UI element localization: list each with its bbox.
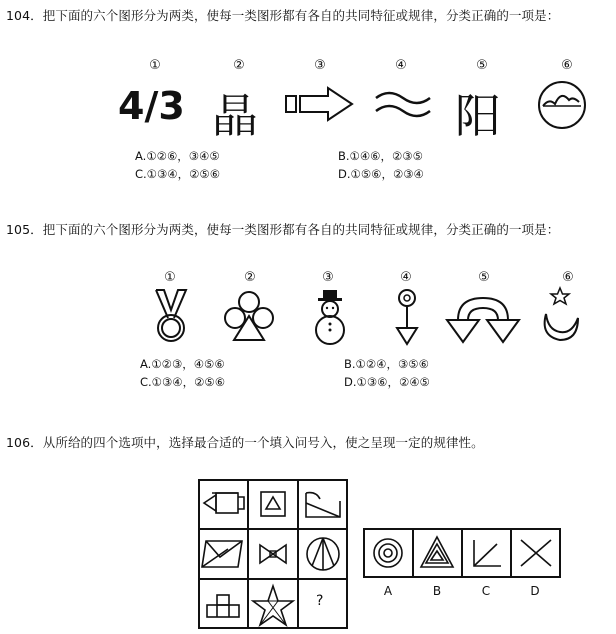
q106-choices-strip [363,528,561,578]
q105-number-6: ⑥ [562,270,574,285]
q105-option-b: B.①②④，③⑤⑥ [344,357,429,371]
q105-figure-medal [146,288,192,344]
q106-cell-8-shape [253,586,293,625]
q106-cell-7-shape [207,595,239,617]
q106-choice-b-shape [421,537,453,567]
q104-option-c: C.①③④，②⑤⑥ [135,167,221,181]
q106-cell-4-shape [202,541,242,567]
q105-number-4: ④ [400,270,412,285]
q104-figure-mountain-circle [537,80,587,130]
q104-figure-fraction: 4/3 [118,84,185,128]
q104-option-d: D.①⑤⑥，②③④ [338,167,424,181]
q105-option-d: D.①③⑥，②④⑤ [344,375,430,389]
q104-number-2: ② [233,58,245,73]
q104-figure-yang: 阳 [455,89,501,143]
q106-choice-d-label: D [530,584,540,598]
q104-option-b: B.①④⑥，②③⑤ [338,149,423,163]
q105-figure-arrow-down [392,288,422,348]
q106-cell-1-shape [204,493,244,513]
q106-choice-b-label: B [432,584,442,598]
q105-option-c: C.①③④，②⑤⑥ [140,375,226,389]
q104-figure-wave [374,88,432,120]
q106-choice-a-label: A [383,584,393,598]
q106-choice-d-shape [521,540,551,566]
question-104-text: 104．把下面的六个图形分为两类，使每一类图形都有各自的共同特征或规律，分类正确的一项是： [6,8,560,23]
q104-number-5: ⑤ [476,58,488,73]
q106-figure-grid [198,479,348,629]
question-106-text: 106．从所给的四个选项中，选择最合适的一个填入问号入，使之呈现一定的规律性。 [6,435,484,450]
q106-cell-3-shape [306,493,340,517]
q104-number-3: ③ [314,58,326,73]
q105-number-5: ⑤ [478,270,490,285]
q104-figure-jing: 晶 [212,89,258,143]
q105-option-a: A.①②③，④⑤⑥ [140,357,225,371]
q106-cell-5-shape [260,545,286,563]
q104-number-4: ④ [395,58,407,73]
q106-choice-c-shape [474,540,501,566]
q105-number-1: ① [164,270,176,285]
q105-figure-club [220,290,278,342]
q105-number-2: ② [244,270,256,285]
q104-figure-arrow [284,86,356,122]
q105-figure-snowman [310,288,350,346]
question-105-text: 105．把下面的六个图形分为两类，使每一类图形都有各自的共同特征或规律，分类正确的一项是： [6,222,560,237]
q104-number-1: ① [149,58,161,73]
q106-choice-a-shape [374,539,402,567]
q104-option-a: A.①②⑥，③④⑤ [135,149,220,163]
q104-number-6: ⑥ [561,58,573,73]
q106-choice-c-label: C [481,584,491,598]
q105-figure-arch-arrows [444,290,522,346]
q106-question-mark: ? [316,593,324,609]
q106-cell-2-shape [261,492,285,516]
q105-figure-crescent-star [538,286,582,346]
q106-cell-6-shape [307,538,339,570]
q105-number-3: ③ [322,270,334,285]
